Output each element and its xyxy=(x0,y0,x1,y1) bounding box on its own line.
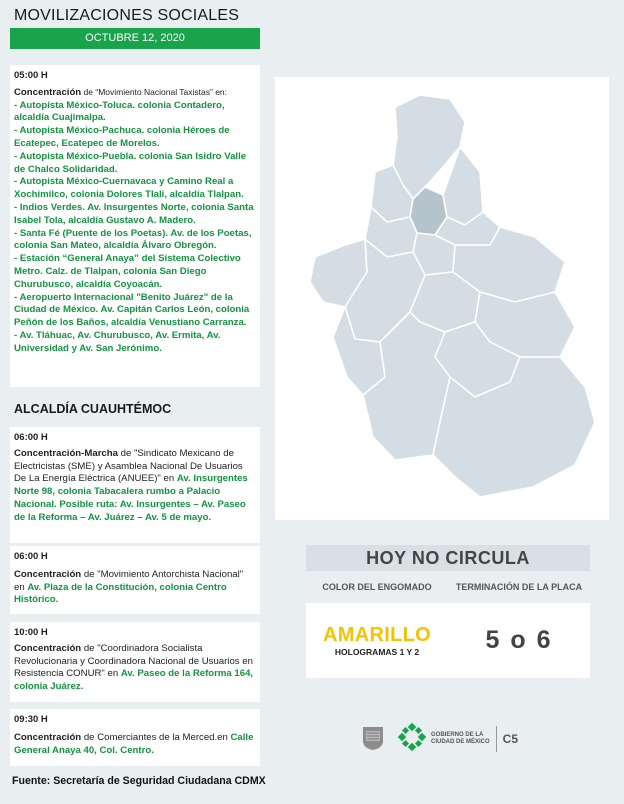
color-header: COLOR DEL ENGOMADO xyxy=(322,582,432,592)
event-place: - Autopista México-Toluca. colonia Contadero, alcaldía Cuajimalpa. xyxy=(14,99,225,124)
logos-row xyxy=(360,722,540,756)
logo-divider xyxy=(496,726,497,752)
event-time: 06:00 H xyxy=(14,551,48,562)
event-prefix: de xyxy=(81,86,96,97)
event-time: 06:00 H xyxy=(14,432,48,443)
event-place: - Indios Verdes. Av. Insurgentes Norte, colonia Santa Isabel Tola, alcaldía Gustavo A. Madero. xyxy=(14,201,254,226)
gov-line-1: GOBIERNO DE LA xyxy=(431,732,484,738)
event-place: - Av. Tláhuac, Av. Churubusco, Av. Ermita, Av. Universidad y Av. San Jerónimo. xyxy=(14,329,221,354)
event-type: Concentración xyxy=(14,86,82,98)
event-card xyxy=(10,427,260,543)
hologramas-label: HOLOGRAMAS 1 Y 2 xyxy=(334,646,420,657)
event-card xyxy=(10,622,260,702)
event-place: Av. Paseo de la Reforma 164, colonia Juárez. xyxy=(14,668,254,693)
event-body xyxy=(14,732,256,758)
event-place: Av. Plaza de la Constitución, colonia Centro Histórico. xyxy=(14,581,227,606)
event-type: Concentración xyxy=(14,731,82,743)
event-org: "Coordinadora Socialista Revolucionaria y Coordinadora Nacional de Usuarios en Resistencia CONUR" en xyxy=(14,642,253,680)
color-cell xyxy=(306,603,448,678)
event-org: "Sindicato Mexicano de Electricistas (SME) y Asamblea Nacional De Usuarios De La Energía Eléctrica (ANUEE)" en xyxy=(14,447,243,485)
event-place: Av. Insurgentes Norte 98, colonia Tabacalera rumbo a Palacio Nacional. Posible ruta: Av. Insurgentes – Av. Paseo de la Reforma – Av. Juárez – Av. 5 de mayo. xyxy=(14,473,248,523)
event-type: Concentración xyxy=(14,642,82,654)
cdmx-seal-icon xyxy=(360,723,386,756)
event-body xyxy=(14,448,256,525)
event-place: - Autopista México-Pachuca. colonia Héroes de Ecatepec, Ecatepec de Morelos. xyxy=(14,125,230,149)
gov-line-2: CIUDAD DE MÉXICO xyxy=(431,739,490,745)
event-place: - Autopista México-Puebla. colonia San Isidro Valle de Chalco Solidaridad. xyxy=(14,150,247,175)
event-org: “Movimiento Nacional Taxistas” xyxy=(95,86,213,97)
plate-header: TERMINACIÓN DE LA PLACA xyxy=(455,582,583,592)
hoy-no-circula-headers xyxy=(306,571,590,603)
cdmx-map-svg xyxy=(275,77,609,520)
date-bar: OCTUBRE 12, 2020 xyxy=(10,28,260,49)
cdmx-logo-icon xyxy=(398,723,426,756)
event-type: Concentración-Marcha xyxy=(14,447,118,459)
event-place: - Autopista México-Cuernavaca y Camino Real a Xochimilco, colonia Dolores Tlali, alcaldía Tlalpan. xyxy=(14,176,244,201)
c5-logo: C5 xyxy=(502,732,519,746)
engomado-color: AMARILLO xyxy=(323,623,431,646)
event-body xyxy=(14,86,256,356)
hoy-no-circula-panel xyxy=(306,545,590,678)
section-title: ALCALDÍA CUAUHTÉMOC xyxy=(14,402,172,416)
cdmx-map xyxy=(275,77,609,520)
event-place: - Santa Fé (Puente de los Poetas). Av. de los Poetas, colonia San Mateo, alcaldía Álvaro Obregón. xyxy=(14,227,252,252)
event-place: - Aeropuerto Internacional "Benito Juárez" de la Ciudad de México. Av. Capitán Carlos León, colonia Peñón de los Baños, alcaldía Venustiano Carranza. xyxy=(14,291,250,329)
event-place: - Estación “General Anaya” del Sistema Colectivo Metro. Calz. de Tlalpan, colonia San Diego Churubusco, alcaldía Coyoacán. xyxy=(14,253,241,290)
event-time: 09:30 H xyxy=(14,714,48,725)
event-prefix: de xyxy=(117,447,134,459)
event-org: "Movimiento Antorchista Nacional" en xyxy=(14,568,244,593)
event-type: Concentración xyxy=(14,568,82,580)
event-prefix: de xyxy=(81,568,98,580)
gov-label xyxy=(431,732,490,746)
event-org: Comerciantes de la Merced.en xyxy=(97,731,231,743)
event-card-taxistas xyxy=(10,65,260,387)
hoy-no-circula-body xyxy=(306,603,590,678)
event-place: Calle General Anaya 40, Col. Centro. xyxy=(14,731,254,756)
event-prefix: de xyxy=(81,731,98,743)
event-time: 05:00 H xyxy=(14,70,48,81)
event-time: 10:00 H xyxy=(14,627,48,638)
page-title: MOVILIZACIONES SOCIALES xyxy=(14,7,240,24)
event-card xyxy=(10,546,260,614)
event-prefix: de xyxy=(81,642,98,654)
event-body xyxy=(14,569,256,607)
event-suffix: en: xyxy=(212,86,228,97)
hoy-no-circula-title: HOY NO CIRCULA xyxy=(306,545,590,571)
event-card xyxy=(10,709,260,766)
source-footer: Fuente: Secretaría de Seguridad Ciudadana CDMX xyxy=(12,775,266,787)
event-body xyxy=(14,643,256,694)
plate-ending: 5 o 6 xyxy=(485,626,553,654)
